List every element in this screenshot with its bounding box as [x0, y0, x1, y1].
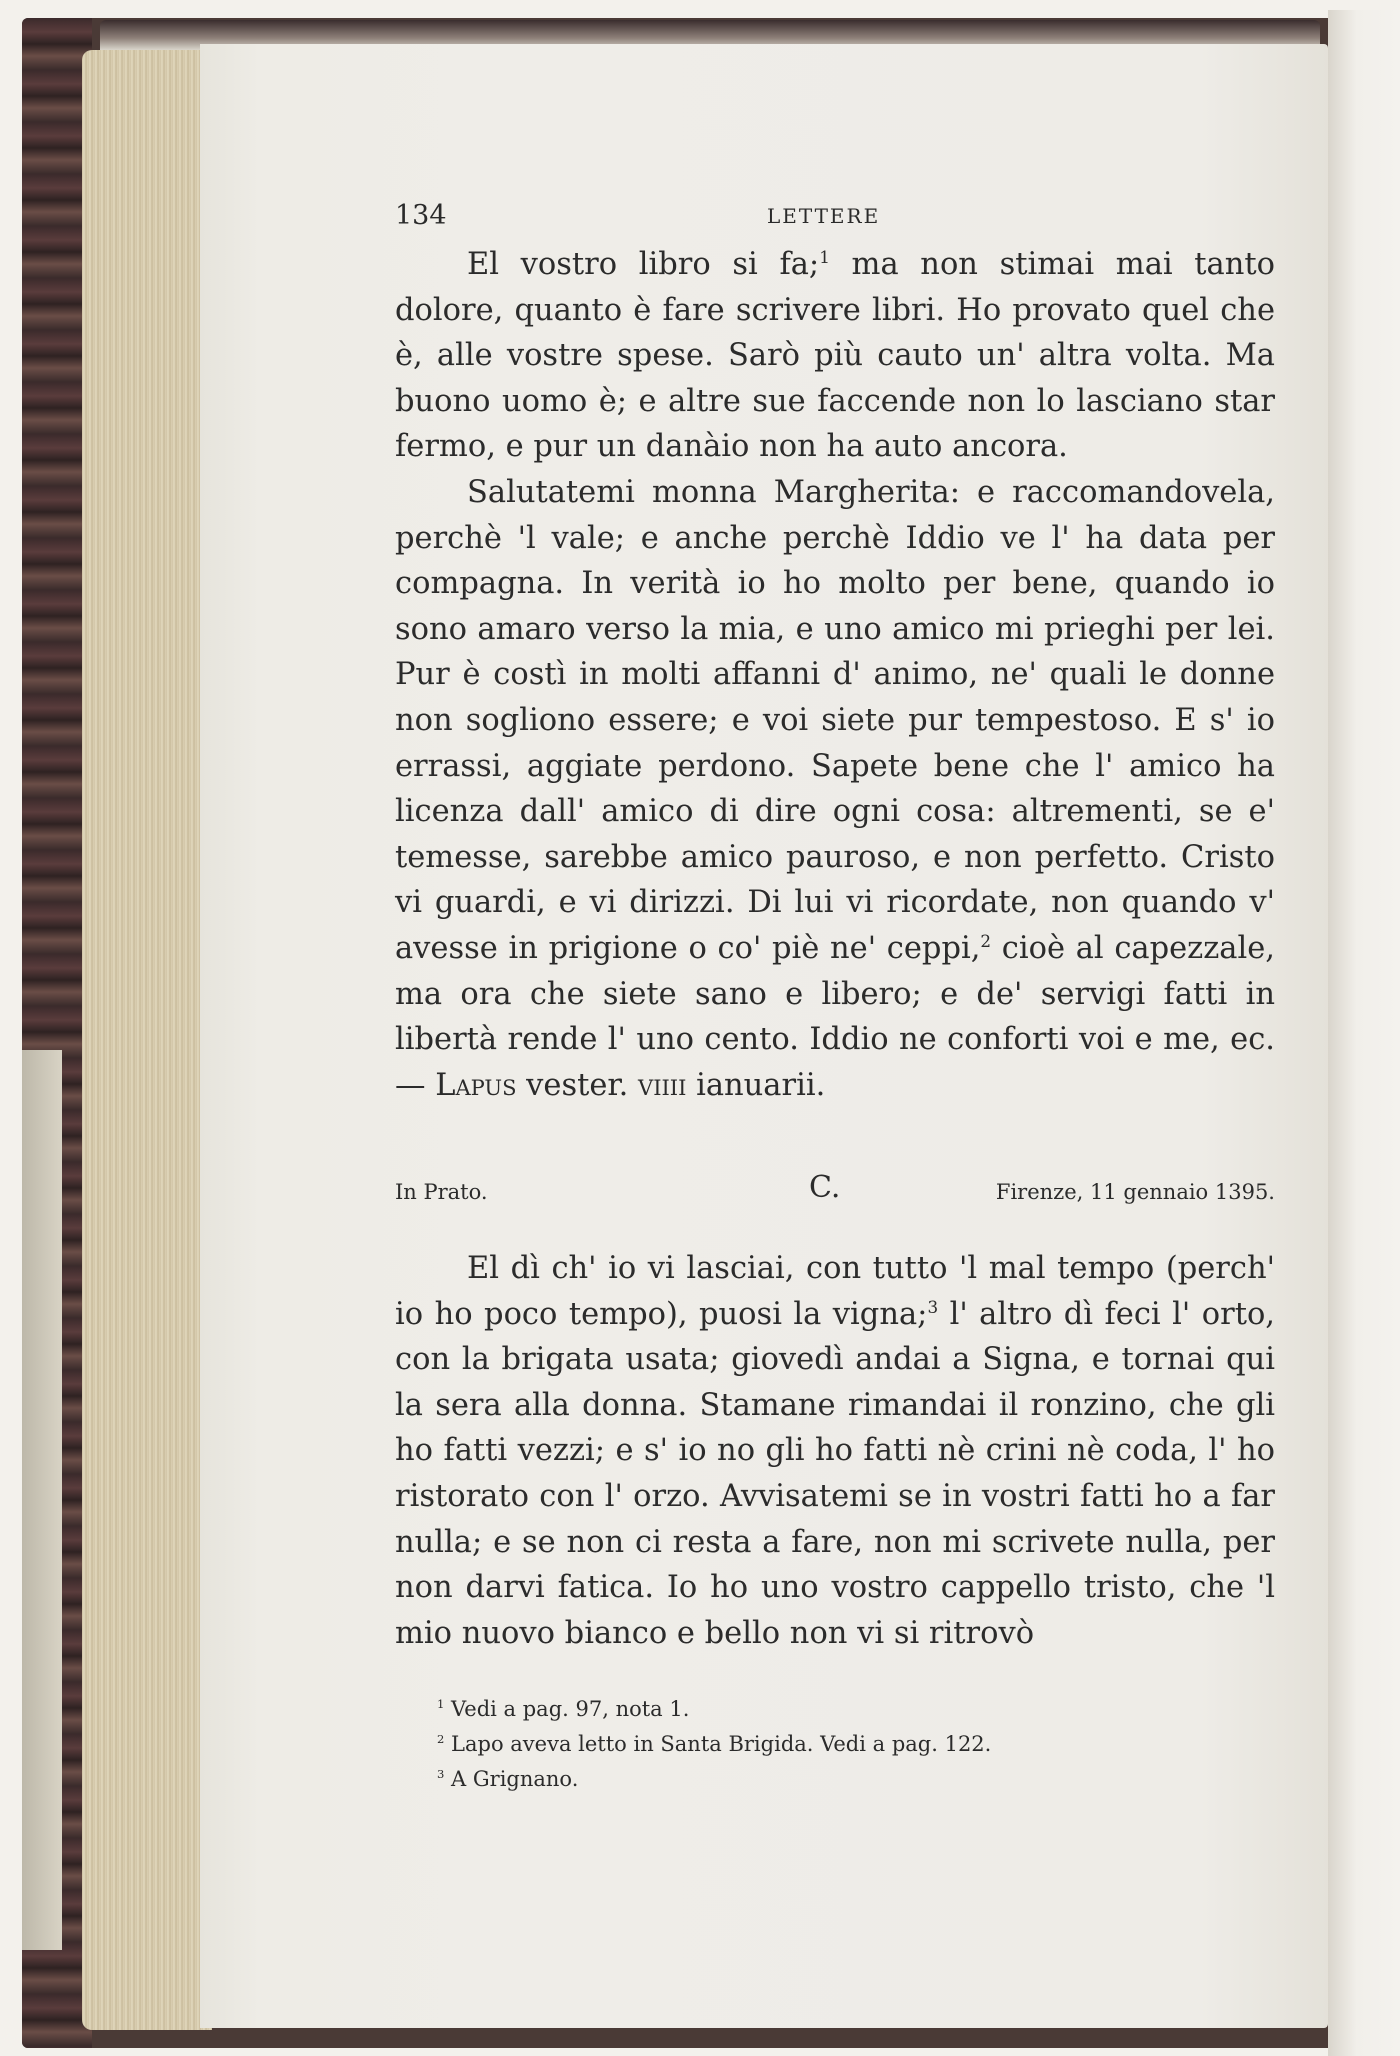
footnote-text-3: A Grignano. [451, 1767, 579, 1791]
paragraph-3-text-b: l' altro dì feci l' orto, con la brigata usata; giovedì andai a Signa, e tornai qui la sera alla donna. Stamane rimandai il ronzino, che gli ho fatti vezzi; e s' io no gli ho fatti nè crini nè coda, l' ho ristorato con l' orzo. Avvisatemi se in vostri fatti ho a far nulla; e se non ci resta a fare, non mi scrivete nulla, per non darvi fatica. Io ho uno vostro cappello tristo, che 'l mio nuovo bianco e bello non vi si ritrovò [395, 1296, 1276, 1651]
letter-date: Firenze, 11 gennaio 1395. [995, 1180, 1275, 1204]
signature-lapus: Lapus [435, 1067, 517, 1103]
footnotes [437, 1692, 1277, 1797]
footnote-marker-2: 2 [437, 1732, 445, 1746]
footnote-3 [437, 1762, 1277, 1797]
footnote-marker-3: 3 [437, 1767, 445, 1781]
right-margin-shadow [1328, 10, 1400, 2056]
footnote-ref-2: 2 [980, 930, 992, 951]
page-stack-edge [82, 50, 212, 2030]
letter-header [395, 1170, 1275, 1220]
running-title: LETTERE [767, 204, 881, 228]
running-head [395, 200, 1275, 236]
letter-place: In Prato. [395, 1180, 488, 1204]
paragraph-2 [395, 470, 1275, 1108]
footnote-ref-1: 1 [819, 246, 830, 267]
paragraph-2-text-c: vester. [516, 1067, 639, 1103]
paragraph-1-text-a: El vostro libro si fa; [467, 247, 820, 282]
footnote-2 [437, 1727, 1277, 1762]
paragraph-2-text-b: cioè al capezzale, ma ora che siete sano e libero; e de' servigi fatti in libertà rende l' uno cento. Iddio ne conforti voi e me, ec. — [395, 930, 1275, 1103]
footnote-text-1: Vedi a pag. 97, nota 1. [451, 1697, 690, 1721]
paragraph-2-text-a: Salutatemi monna Margherita: e raccomandovela, perchè 'l vale; e anche perchè Iddio ve l' ha data per compagna. In verità io ho molto per bene, quando io sono amaro verso la mia, e uno amico mi prieghi per lei. Pur è costì in molti affanni d' animo, ne' quali le donne non sogliono essere; e voi siete pur tempestoso. E s' io errassi, aggiate perdono. Sapete bene che l' amico ha licenza dall' amico di dire ogni cosa: altrementi, se e' temesse, sarebbe amico pauroso, e non perfetto. Cristo vi guardi, e vi dirizzi. Di lui vi ricordate, non quando v' avesse in prigione o co' piè ne' ceppi, [395, 474, 1275, 966]
letter-number: C. [809, 1170, 841, 1205]
paragraph-1-text-b: ma non stimai mai tanto dolore, quanto è fare scrivere libri. Ho provato quel che è, alle vostre spese. Sarò più cauto un' altra volta. Ma buono uomo è; e altre sue faccende non lo lasciano star fermo, e pur un danàio non ha auto ancora. [395, 247, 1275, 465]
footnote-text-2: Lapo aveva letto in Santa Brigida. Vedi a pag. 122. [451, 1732, 992, 1756]
letter-body-1 [395, 242, 1275, 1108]
paragraph-2-text-d: ianuarii. [686, 1067, 826, 1103]
paragraph-3 [395, 1246, 1275, 1656]
page-number: 134 [395, 200, 447, 231]
paragraph-3-text-a: El dì ch' io vi lasciai, con tutto 'l mal tempo (perch' io ho poco tempo), puosi la vigna; [395, 1251, 1275, 1332]
footnote-1 [437, 1692, 1277, 1727]
paragraph-1 [395, 242, 1275, 470]
cover-corner [22, 1050, 62, 1950]
footnote-ref-3: 3 [927, 1296, 939, 1317]
footnote-marker-1: 1 [437, 1697, 445, 1711]
date-roman-numeral: viiii [638, 1067, 687, 1103]
letter-body-2 [395, 1246, 1275, 1656]
